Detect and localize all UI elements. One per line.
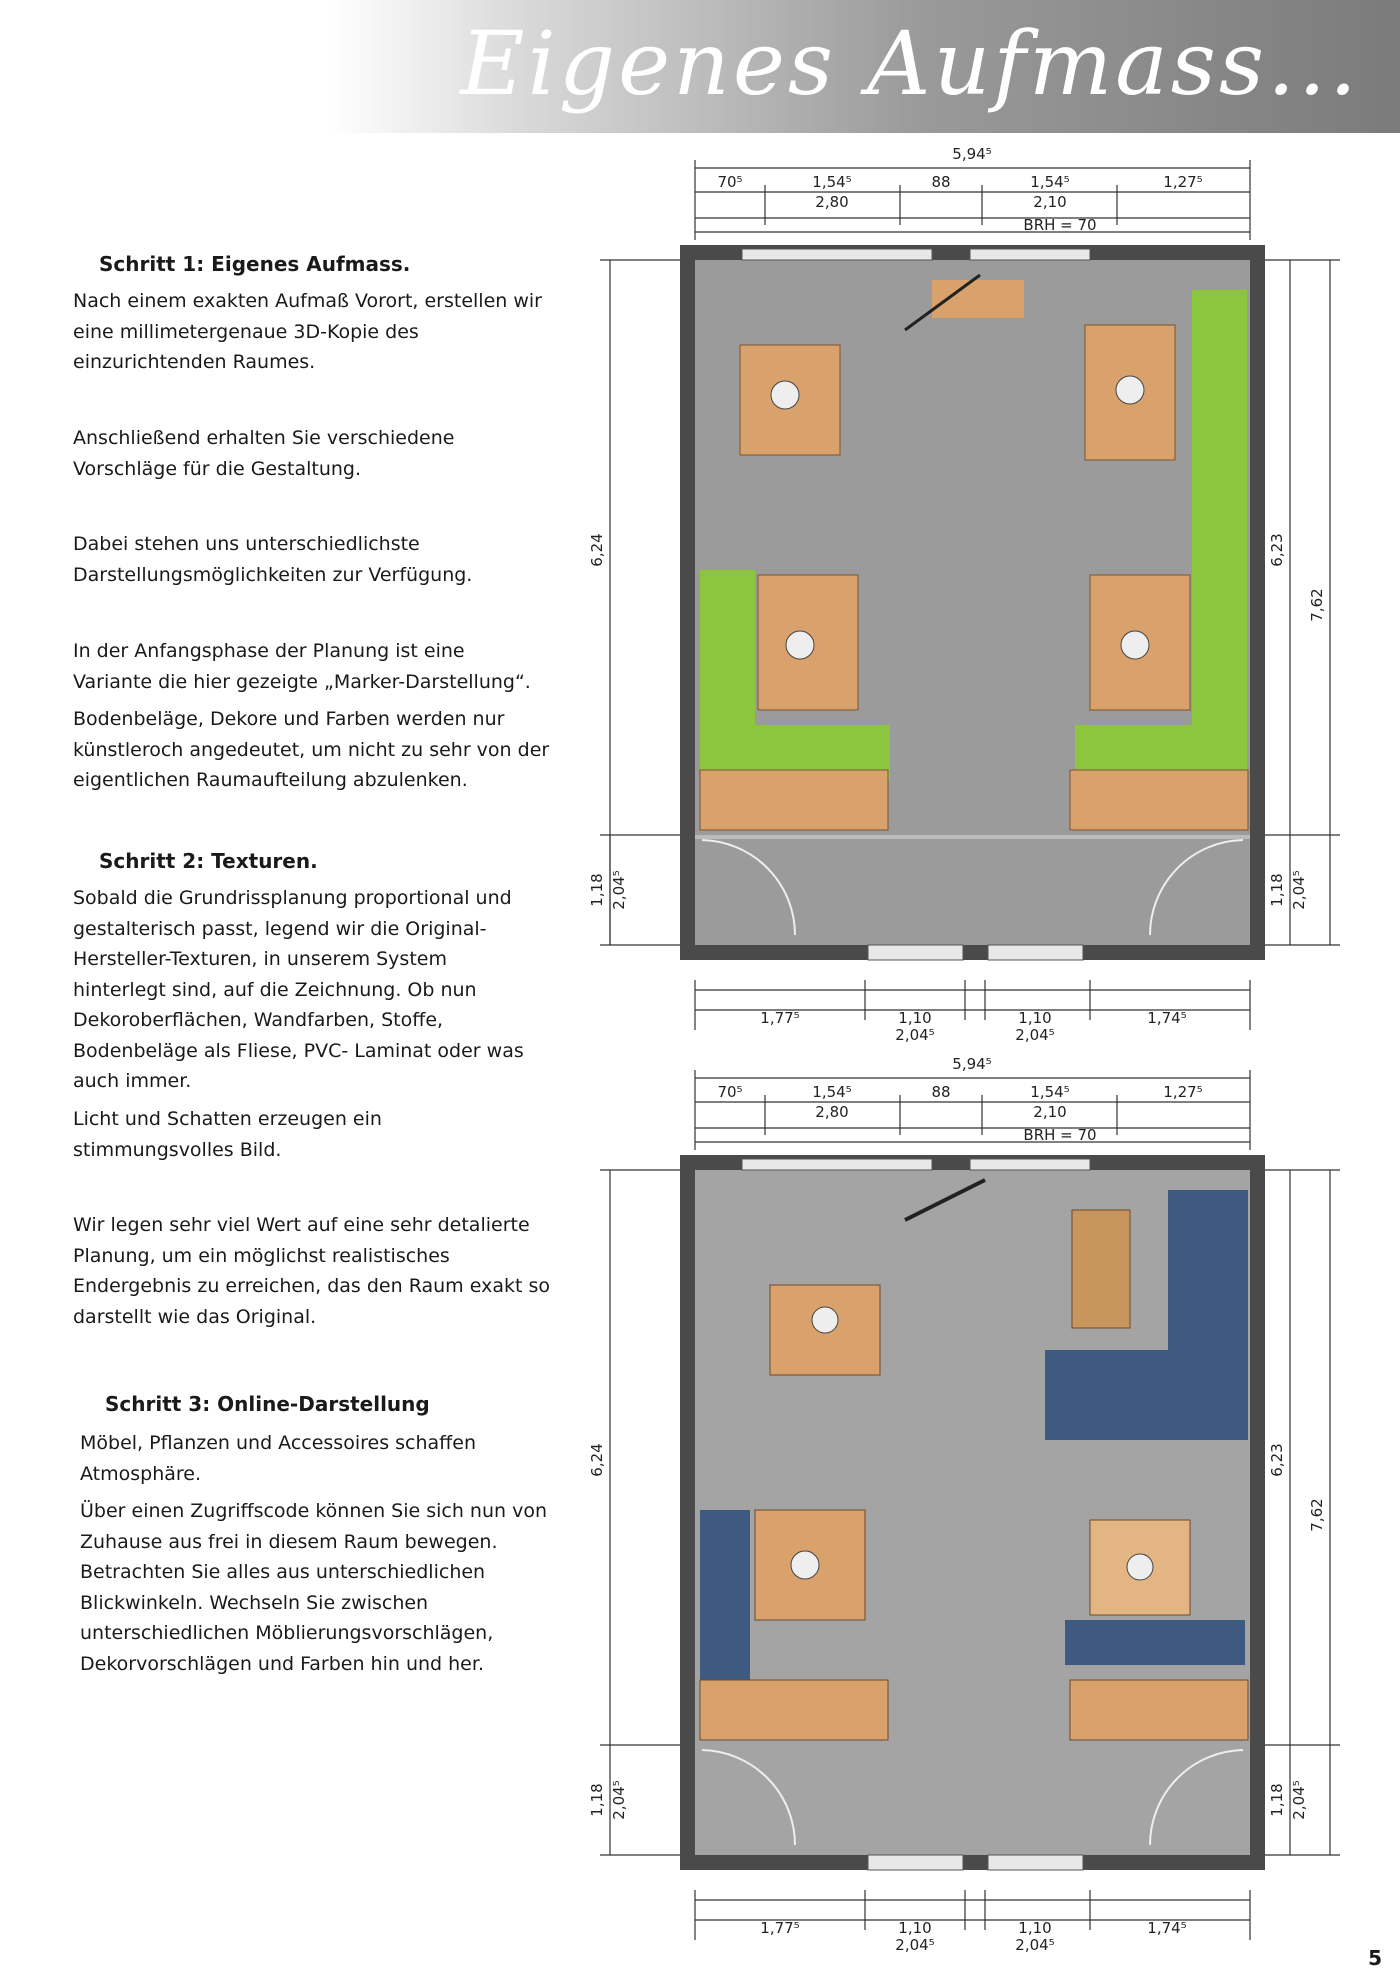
dim-total-width: 5,94⁵ — [952, 145, 992, 163]
step-1-para-2: Anschließend erhalten Sie verschiedene Vorschläge für die Gestaltung. — [73, 427, 455, 480]
dim-window-left: 2,80 — [815, 193, 849, 211]
dim-right-lower: 1,18 — [1268, 873, 1286, 907]
floorplan-marker — [560, 145, 1380, 1045]
dim2-window-left: 2,80 — [815, 1103, 849, 1121]
step-3-para-2: Über einen Zugriffscode können Sie sich nun von Zuhause aus frei in diesem Raum bewegen. Betrachten Sie alles aus unterschiedlichen Blickwinkeln. Wechseln Sie zwischen unterschiedlichen Möblierungsvorschlägen, Dekorvorschlägen und Farben hin und her. — [80, 1500, 548, 1675]
dim-bottom-3: 1,10 — [1018, 1009, 1052, 1027]
step-1-para-5: Bodenbeläge, Dekore und Farben werden nur künstleroch angedeutet, um nicht zu sehr von der eigentlichen Raumaufteilung abzulenken. — [73, 708, 550, 791]
dim-bottom-2: 1,10 — [898, 1009, 932, 1027]
step-1-para-4: In der Anfangsphase der Planung ist eine Variante die hier gezeigte „Marker-Darstellung“. — [73, 640, 531, 693]
dim2-bottom-sub-1: 2,04⁵ — [895, 1936, 935, 1954]
dim2-left-height: 6,24 — [588, 1443, 606, 1477]
dim-top-2: 1,54⁵ — [812, 173, 852, 191]
dim2-right-lower: 1,18 — [1268, 1783, 1286, 1817]
dim-right-door: 2,04⁵ — [1290, 870, 1308, 910]
dim2-bottom-3: 1,10 — [1018, 1919, 1052, 1937]
dim-left-door: 2,04⁵ — [610, 870, 628, 910]
dim2-window-right: 2,10 — [1033, 1103, 1067, 1121]
dim-window-right: 2,10 — [1033, 193, 1067, 211]
dim-left-height: 6,24 — [588, 533, 606, 567]
page-number: 5 — [1368, 1946, 1382, 1970]
dim-bottom-4: 1,74⁵ — [1147, 1009, 1187, 1027]
dim-right-height: 6,23 — [1268, 533, 1286, 567]
dim-left-lower: 1,18 — [588, 873, 606, 907]
step-1-para-1: Nach einem exakten Aufmaß Vorort, erstellen wir eine millimetergenaue 3D-Kopie des einzurichtenden Raumes. — [73, 290, 542, 373]
dim-top-1: 70⁵ — [717, 173, 743, 191]
step-2-para-1: Sobald die Grundrissplanung proportional und gestalterisch passt, legend wir die Original- Hersteller-Texturen, in unserem System hinterlegt sind, auf die Zeichnung. Ob nun Dekoroberflächen, Wandfarben, Stoffe, Bodenbeläge als Fliese, PVC- Laminat oder was auch immer. — [73, 887, 524, 1092]
dim2-bottom-4: 1,74⁵ — [1147, 1919, 1187, 1937]
dim-bottom-sub-1: 2,04⁵ — [895, 1026, 935, 1044]
dim2-top-1: 70⁵ — [717, 1083, 743, 1101]
dim2-top-5: 1,27⁵ — [1163, 1083, 1203, 1101]
step-3-heading: Schritt 3: Online-Darstellung — [105, 1392, 430, 1416]
step-2-heading: Schritt 2: Texturen. — [99, 849, 318, 873]
dim2-total-width: 5,94⁵ — [952, 1055, 992, 1073]
dim-bottom-1: 1,77⁵ — [760, 1009, 800, 1027]
dim-right-total: 7,62 — [1308, 588, 1326, 622]
dim2-left-door: 2,04⁵ — [610, 1780, 628, 1820]
dim2-left-lower: 1,18 — [588, 1783, 606, 1817]
dim2-right-total: 7,62 — [1308, 1498, 1326, 1532]
step-3-para-1: Möbel, Pflanzen und Accessoires schaffen Atmosphäre. — [80, 1432, 476, 1485]
dim2-right-door: 2,04⁵ — [1290, 1780, 1308, 1820]
dim-top-5: 1,27⁵ — [1163, 173, 1203, 191]
dim-bottom-sub-2: 2,04⁵ — [1015, 1026, 1055, 1044]
dim2-top-4: 1,54⁵ — [1030, 1083, 1070, 1101]
dim2-top-2: 1,54⁵ — [812, 1083, 852, 1101]
dim-brh: BRH = 70 — [1023, 216, 1097, 234]
page-title: Eigenes Aufmass... — [460, 12, 1360, 115]
step-2-para-2: Licht und Schatten erzeugen ein stimmungsvolles Bild. — [73, 1108, 382, 1161]
dim-top-3: 88 — [931, 173, 951, 191]
dim2-bottom-1: 1,77⁵ — [760, 1919, 800, 1937]
step-1-para-3: Dabei stehen uns unterschiedlichste Darstellungsmöglichkeiten zur Verfügung. — [73, 533, 473, 586]
dim2-bottom-sub-2: 2,04⁵ — [1015, 1936, 1055, 1954]
dim2-brh: BRH = 70 — [1023, 1126, 1097, 1144]
dim2-right-height: 6,23 — [1268, 1443, 1286, 1477]
floorplan-textured — [560, 1055, 1380, 1960]
dim2-top-3: 88 — [931, 1083, 951, 1101]
step-2-para-3: Wir legen sehr viel Wert auf eine sehr detalierte Planung, um ein möglichst realistisches Endergebnis zu erreichen, das den Raum exakt so darstellt wie das Original. — [73, 1214, 550, 1328]
step-1-heading: Schritt 1: Eigenes Aufmass. — [99, 252, 411, 276]
dim-top-4: 1,54⁵ — [1030, 173, 1070, 191]
dim2-bottom-2: 1,10 — [898, 1919, 932, 1937]
